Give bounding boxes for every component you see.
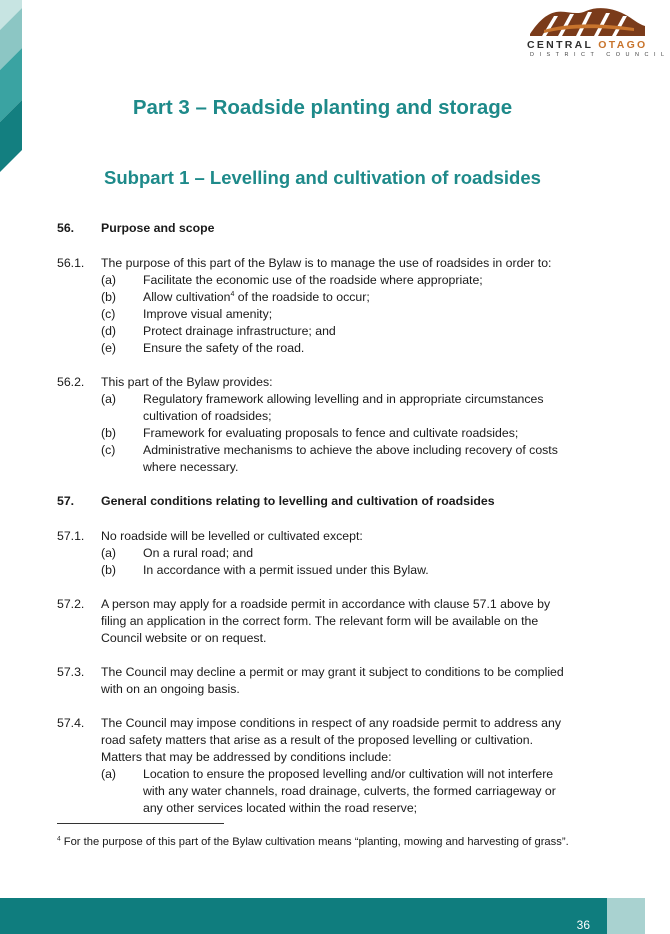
subpart-title: Subpart 1 – Levelling and cultivation of roadsides (104, 167, 541, 188)
list-item-text: Improve visual amenity; (143, 307, 273, 321)
section-56-number: 56. (57, 221, 75, 235)
page-number: 36 (576, 918, 590, 932)
list-item-text: Framework for evaluating proposals to fence and cultivate roadsides; (143, 426, 519, 440)
list-item-label: (b) (101, 290, 117, 304)
list-item-text: Facilitate the economic use of the roadside where appropriate; (143, 273, 483, 287)
list-item-text: Location to ensure the proposed levelling and/or cultivation will not interfere (143, 767, 554, 781)
logo-wordmark: CENTRAL OTAGO (527, 39, 648, 51)
clause-57-3-number: 57.3. (57, 665, 85, 679)
clause-57-4-text: The Council may impose conditions in respect of any roadside permit to address any (101, 716, 561, 730)
footnote-ref: 4 (230, 290, 235, 298)
list-item-text: Allow cultivation$^4$ of the roadside to occur; (143, 290, 370, 304)
list-item-text: with any water channels, road drainage, culverts, the formed carriageway or (143, 784, 556, 798)
part-title: Part 3 – Roadside planting and storage (132, 96, 513, 119)
clause-56-1-text: The purpose of this part of the Bylaw is to manage the use of roadsides in order to: (101, 256, 552, 270)
footnote-marker: 4 (57, 835, 61, 843)
list-item-label: (a) (101, 767, 117, 781)
left-edge-decoration (0, 0, 26, 175)
section-57-number: 57. (57, 494, 75, 508)
list-item-label: (a) (101, 392, 117, 406)
clause-57-3-text: The Council may decline a permit or may grant it subject to conditions to be complied (101, 665, 564, 679)
clause-57-3-text: with on an ongoing basis. (101, 682, 240, 696)
list-item-label: (c) (101, 443, 116, 457)
footer-band (0, 898, 645, 934)
list-item-text: Regulatory framework allowing levelling and in appropriate circumstances (143, 392, 544, 406)
list-item-label: (b) (101, 426, 117, 440)
clause-56-2-text: This part of the Bylaw provides: (101, 375, 273, 389)
clause-57-2-number: 57.2. (57, 597, 85, 611)
logo-subtitle: DISTRICT COUNCIL (530, 52, 670, 58)
footer-tab (607, 898, 645, 934)
clause-57-4-text: Matters that may be addressed by conditions include: (101, 750, 392, 764)
list-item-label: (b) (101, 563, 117, 577)
list-item-text: where necessary. (143, 460, 239, 474)
list-item-text: Protect drainage infrastructure; and (143, 324, 336, 338)
clause-57-4-text: road safety matters that arise as a result of the proposed levelling or cultivation. (101, 733, 533, 747)
footnote-divider (57, 823, 224, 824)
clause-57-2-text: A person may apply for a roadside permit in accordance with clause 57.1 above by (101, 597, 551, 611)
list-item-text: Ensure the safety of the road. (143, 341, 305, 355)
list-item-text: Administrative mechanisms to achieve the above including recovery of costs (143, 443, 558, 457)
clause-57-2-text: Council website or on request. (101, 631, 267, 645)
clause-56-1-number: 56.1. (57, 256, 85, 270)
clause-57-4-number: 57.4. (57, 716, 85, 730)
section-57-heading: General conditions relating to levelling and cultivation of roadsides (101, 494, 495, 508)
section-56-heading: Purpose and scope (101, 221, 215, 235)
clause-57-1-number: 57.1. (57, 529, 85, 543)
clause-56-2-number: 56.2. (57, 375, 85, 389)
list-item-text: On a rural road; and (143, 546, 254, 560)
clause-57-2-text: filing an application in the correct form. The relevant form will be available on the (101, 614, 539, 628)
clause-57-1-text: No roadside will be levelled or cultivated except: (101, 529, 363, 543)
list-item-label: (e) (101, 341, 117, 355)
list-item-label: (a) (101, 273, 117, 287)
list-item-text: In accordance with a permit issued under this Bylaw. (143, 563, 429, 577)
list-item-label: (c) (101, 307, 116, 321)
list-item-text: cultivation of roadsides; (143, 409, 272, 423)
list-item-label: (a) (101, 546, 117, 560)
list-item-label: (d) (101, 324, 117, 338)
list-item-text: any other services located within the road reserve; (143, 801, 418, 815)
footnote (57, 834, 577, 850)
footnote-text: For the purpose of this part of the Bylaw cultivation means “planting, mowing and harvesting of grass”. (63, 836, 569, 848)
